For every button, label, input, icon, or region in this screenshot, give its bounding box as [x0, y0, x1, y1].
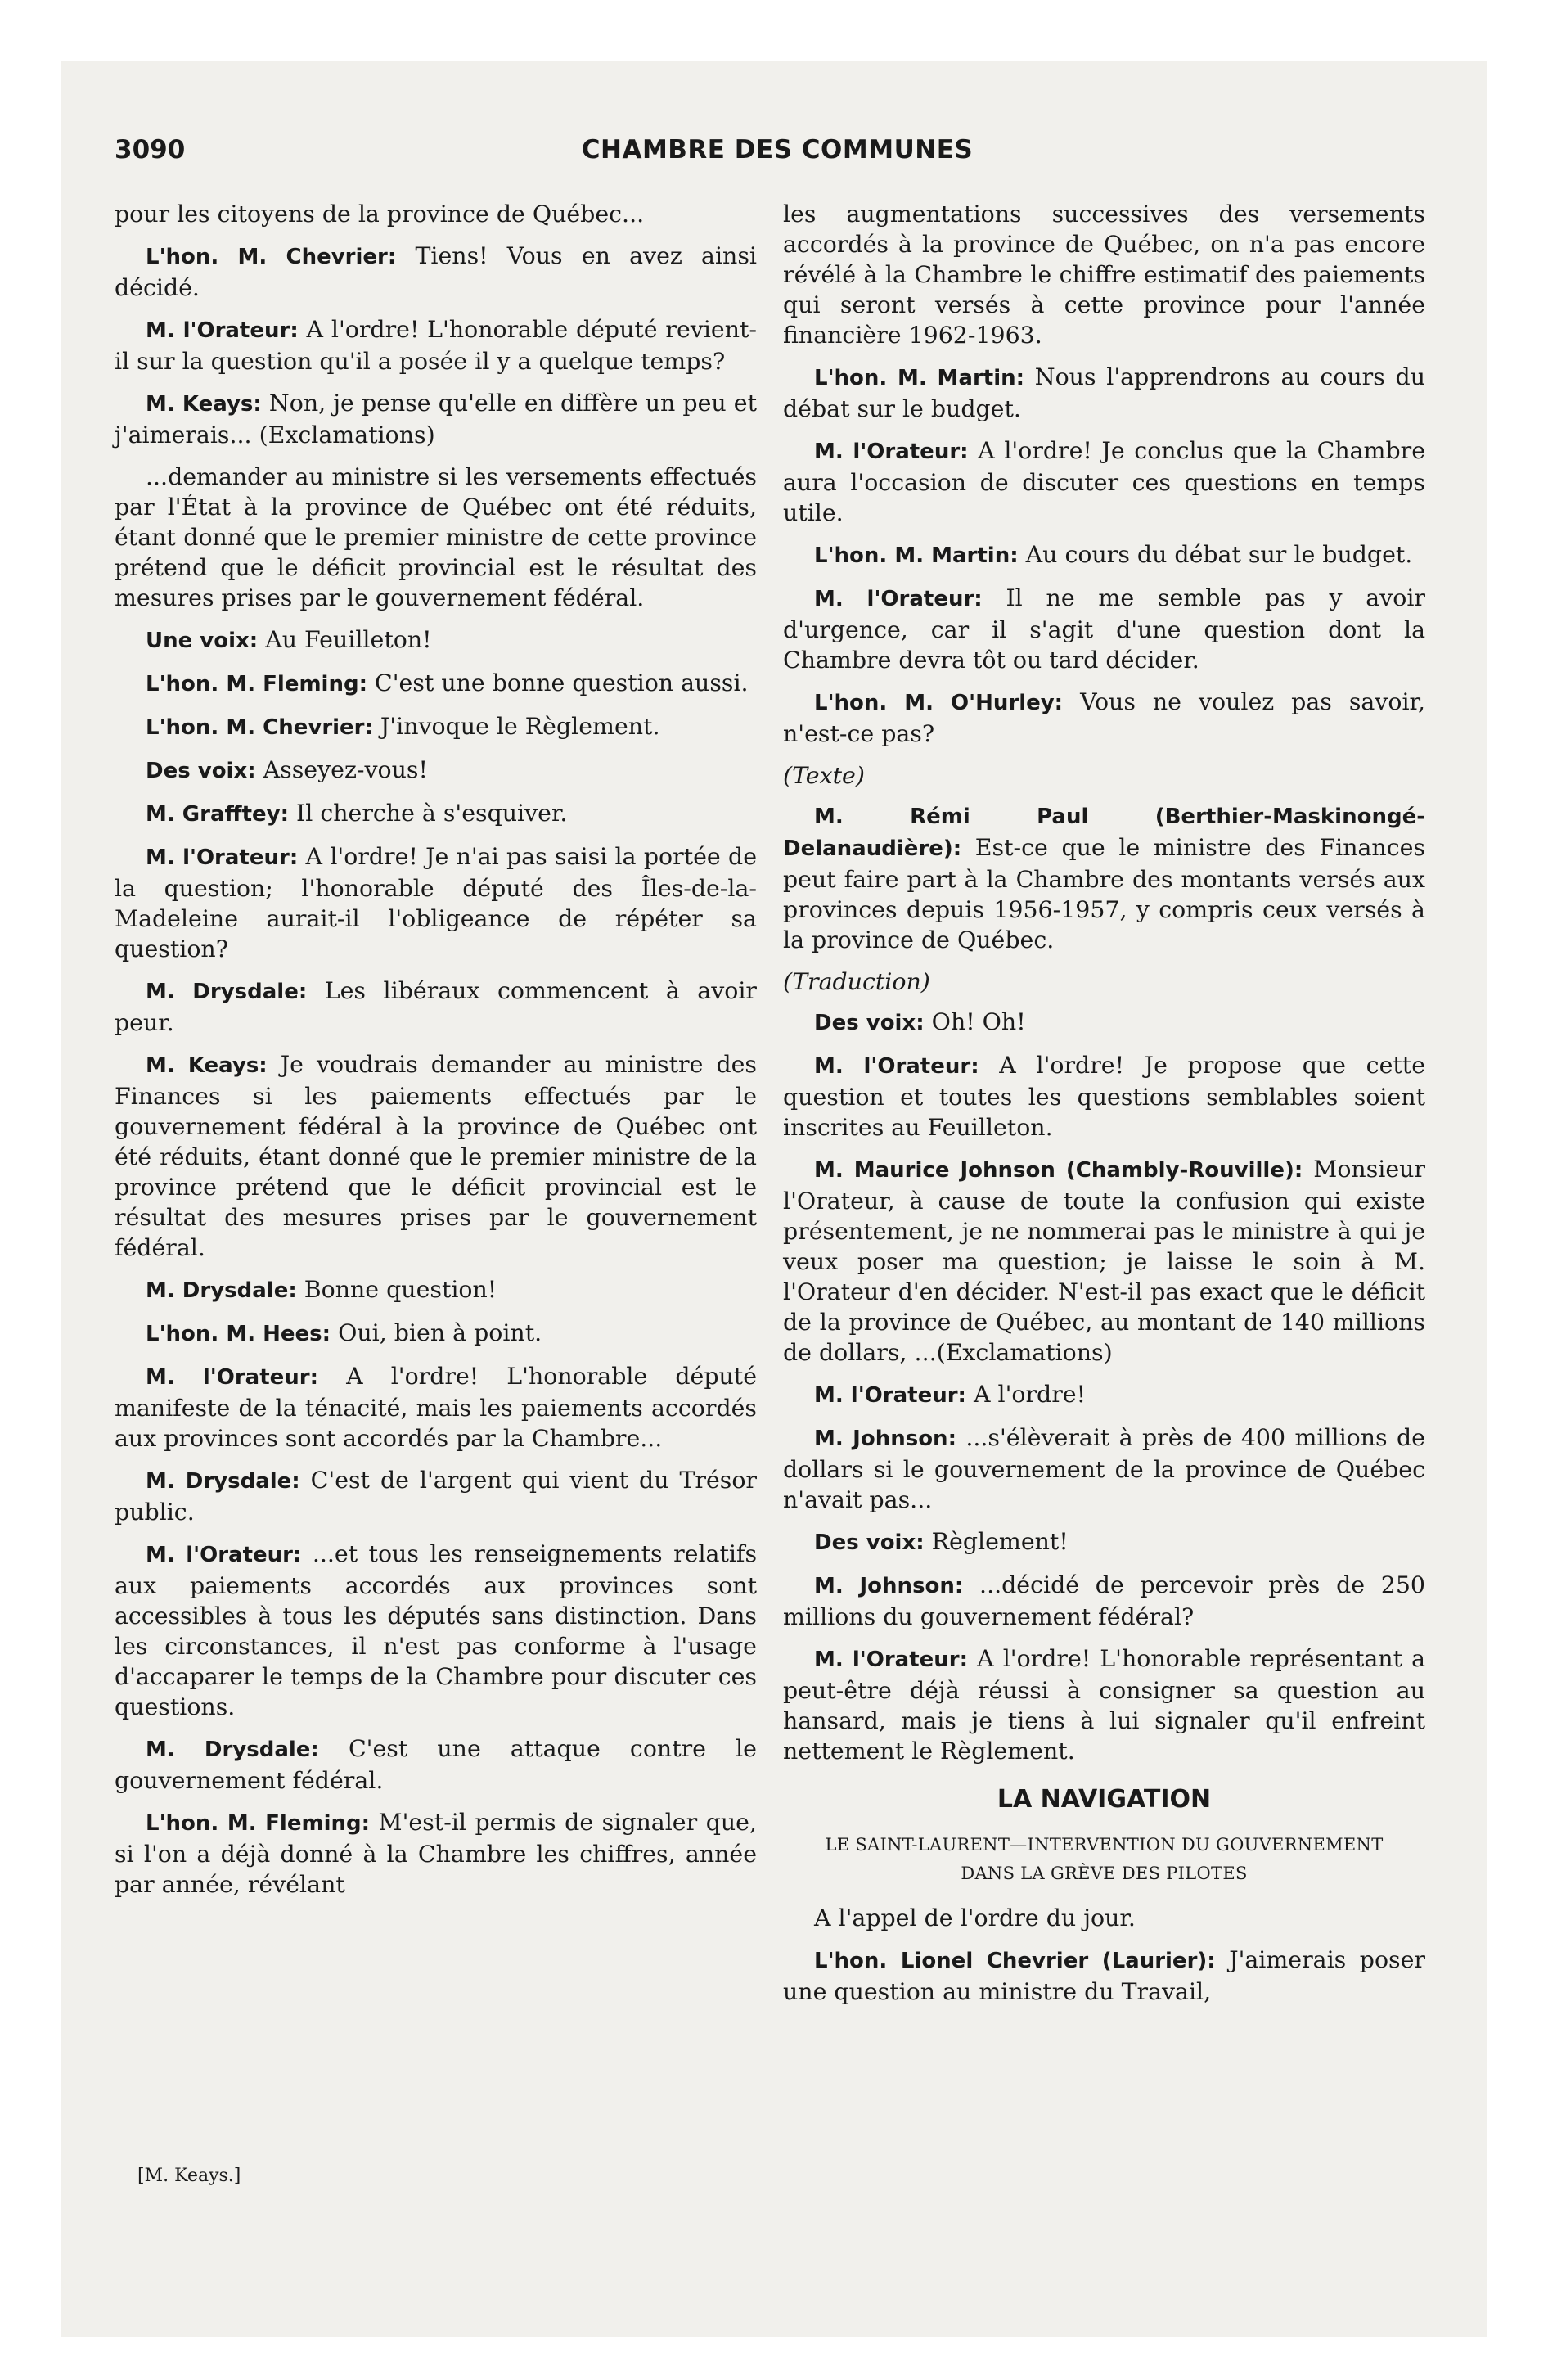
paragraph-text: Tiens! Vous en avez ainsi décidé. — [115, 242, 757, 301]
speaker-name: Des voix: — [814, 1011, 925, 1035]
language-marker-traduction: (Traduction) — [783, 968, 930, 995]
paragraph — [783, 1422, 1425, 1515]
right-column — [783, 199, 1425, 2018]
paragraph-text: Il ne me semble pas y avoir d'urgence, car il s'agit d'une question dont la Chambre devra tôt ou tard décider. — [783, 584, 1425, 674]
paragraph — [783, 362, 1425, 424]
speaker-name: M. Keays: — [146, 392, 262, 417]
speaker-name: M. l'Orateur: — [814, 1054, 979, 1079]
paragraph — [115, 1318, 757, 1350]
paragraph-text: Je voudrais demander au ministre des Finances si les paiements effectués par le gouvernement fédéral à la province de Québec ont été réduits, étant donné que le premier ministre de la province prétend que le déficit provincial est le résultat des mesures prises par le gouvernement fédéral. — [115, 1051, 757, 1261]
paragraph — [783, 539, 1425, 571]
paragraph-text: Monsieur l'Orateur, à cause de toute la confusion qui existe présentement, je ne nommerai pas le ministre à qui je veux poser ma question; je laisse le soin à M. l'Orateur d'en décider. N'est-il pas exact que le déficit de la province de Québec, au montant de 140 millions de dollars, ...(Exclamations) — [783, 1156, 1426, 1366]
paragraph-text: ...demander au ministre si les versements effectués par l'État à la province de Québec ont été réduits, étant donné que le premier ministre de cette province prétend que le déficit provincial est le résultat des mesures prises par le gouvernement fédéral. — [115, 463, 757, 611]
paragraph-text: Oui, bien à point. — [331, 1319, 542, 1346]
paragraph-text: pour les citoyens de la province de Québec... — [115, 201, 645, 228]
paragraph — [783, 1154, 1425, 1368]
paragraph-text: J'invoque le Règlement. — [372, 713, 660, 740]
page-number: 3090 — [115, 135, 186, 165]
paragraph-text: A l'ordre! L'honorable député manifeste de la ténacité, mais les paiements accordés aux provinces sont accordés par la Chambre... — [115, 1363, 758, 1452]
language-marker-texte: (Texte) — [783, 762, 865, 789]
paragraph-text: Bonne question! — [296, 1276, 497, 1303]
speaker-name: M. Drysdale: — [146, 980, 308, 1004]
paragraph — [783, 687, 1425, 749]
paragraph — [115, 976, 757, 1038]
page-header — [115, 135, 1440, 176]
paragraph — [783, 1050, 1425, 1143]
paragraph-text: A l'ordre! — [965, 1381, 1086, 1408]
paragraph — [115, 1539, 757, 1722]
speaker-name: L'hon. M. Fleming: — [146, 672, 367, 696]
paragraph — [783, 435, 1425, 528]
paragraph-text: Non, je pense qu'elle en diffère un peu et j'aimerais... (Exclamations) — [115, 390, 757, 449]
speaker-name: M. Johnson: — [814, 1427, 956, 1451]
paragraph — [115, 624, 757, 656]
paragraph-text: A l'appel de l'ordre du jour. — [814, 1904, 1136, 1931]
speaker-name: M. l'Orateur: — [814, 1383, 966, 1408]
speaker-name: M. Keays: — [146, 1053, 268, 1078]
paragraph-text: A l'ordre! L'honorable député revient-il sur la question qu'il a posée il y a quelque temps? — [115, 316, 758, 375]
paragraph-text: Est-ce que le ministre des Finances peut faire part à la Chambre des montants versés aux provinces depuis 1956-1957, y compris ceux versés à la province de Québec. — [783, 834, 1425, 953]
paragraph — [783, 1643, 1425, 1766]
speaker-name: M. Maurice Johnson (Chambly-Rouville): — [814, 1158, 1303, 1183]
paragraph-text: Il cherche à s'esquiver. — [288, 800, 568, 827]
paragraph-text: A l'ordre! L'honorable représentant a peut-être déjà réussi à consigner sa question au hansard, mais je tiens à lui signaler qu'il enfreint nettement le Règlement. — [783, 1645, 1425, 1765]
paragraph-text: A l'ordre! Je n'ai pas saisi la portée de la question; l'honorable député des Îles-de-la-Madeleine aurait-il l'obligeance de répéter sa question? — [115, 843, 757, 962]
paragraph-text: Règlement! — [924, 1528, 1069, 1555]
speaker-name: M. l'Orateur: — [814, 439, 969, 464]
right-column-block-a — [783, 199, 1425, 749]
paragraph — [115, 798, 757, 830]
paragraph — [783, 1903, 1425, 1933]
speaker-name: M. l'Orateur: — [814, 1648, 969, 1672]
speaker-name: M. Drysdale: — [146, 1738, 319, 1762]
paragraph — [115, 1465, 757, 1527]
speaker-name: M. l'Orateur: — [146, 845, 299, 870]
speaker-name: Une voix: — [146, 629, 259, 653]
speaker-name: M. l'Orateur: — [814, 587, 983, 611]
speaker-name: M. Drysdale: — [146, 1469, 300, 1494]
paragraph — [115, 241, 757, 303]
paragraph-text: Vous ne voulez pas savoir, n'est-ce pas? — [783, 688, 1425, 747]
right-column-block-d — [783, 1903, 1425, 2007]
right-column-block-b — [783, 800, 1425, 955]
paragraph — [115, 755, 757, 787]
footer-speaker-note: [M. Keays.] — [137, 2166, 241, 2186]
left-column — [115, 199, 757, 1911]
right-column-block-c — [783, 1007, 1425, 1766]
paragraph-text: Les libéraux commencent à avoir peur. — [115, 977, 758, 1036]
paragraph — [783, 1570, 1425, 1632]
speaker-name: M. Rémi Paul (Berthier-Maskinongé-Delanaudière): — [783, 805, 1425, 861]
paragraph-text: A l'ordre! Je propose que cette question et toutes les questions semblables soient inscrites au Feuilleton. — [783, 1052, 1425, 1141]
paragraph — [783, 1007, 1425, 1039]
paragraph-text: les augmentations successives des versements accordés à la province de Québec, on n'a pas encore révélé à la Chambre le chiffre estimatif des paiements qui seront versés à cette province pour l'année financière 1962-1963. — [783, 201, 1425, 349]
paragraph-text: Asseyez-vous! — [255, 756, 428, 783]
speaker-name: M. Grafftey: — [146, 802, 289, 827]
speaker-name: M. l'Orateur: — [146, 318, 299, 343]
speaker-name: M. l'Orateur: — [146, 1365, 319, 1390]
paragraph-text: C'est une bonne question aussi. — [367, 669, 749, 696]
speaker-name: L'hon. M. Chevrier: — [146, 245, 397, 269]
paragraph-text: Oh! Oh! — [924, 1008, 1026, 1035]
paragraph — [115, 314, 757, 376]
section-subheading: LE SAINT-LAURENT—INTERVENTION DU GOUVERNEMENT DANS LA GRÈVE DES PILOTES — [825, 1835, 1384, 1883]
paragraph-text: ...et tous les renseignements relatifs aux paiements accordés aux provinces sont accessibles à tous les députés sans distinction. Dans les circonstances, il n'est pas conforme à l'usage d'accaparer le temps de la Chambre pour discuter ces questions. — [115, 1540, 758, 1720]
running-title: CHAMBRE DES COMMUNES — [581, 135, 974, 165]
speaker-name: M. l'Orateur: — [146, 1543, 302, 1567]
paragraph — [115, 668, 757, 700]
paragraph-text: Au cours du débat sur le budget. — [1018, 541, 1413, 568]
speaker-name: Des voix: — [146, 759, 256, 783]
paragraph — [783, 583, 1425, 675]
paragraph — [115, 199, 757, 229]
speaker-name: L'hon. M. O'Hurley: — [814, 691, 1064, 715]
paragraph — [783, 1379, 1425, 1411]
speaker-name: Des voix: — [814, 1530, 925, 1555]
paragraph-text: Au Feuilleton! — [258, 626, 432, 653]
paragraph — [115, 1361, 757, 1454]
paragraph — [783, 1526, 1425, 1558]
speaker-name: L'hon. M. Martin: — [814, 543, 1019, 568]
paragraph-text: C'est de l'argent qui vient du Trésor public. — [115, 1467, 757, 1526]
speaker-name: M. Drysdale: — [146, 1278, 297, 1303]
section-title: LA NAVIGATION — [997, 1785, 1212, 1814]
paragraph — [115, 1274, 757, 1306]
speaker-name: L'hon. M. Chevrier: — [146, 715, 373, 740]
speaker-name: M. Johnson: — [814, 1574, 964, 1598]
paragraph-text: ...s'élèverait à près de 400 millions de dollars si le gouvernement de la province de Québec n'avait pas... — [783, 1424, 1425, 1513]
paragraph — [115, 711, 757, 743]
paragraph — [783, 1945, 1425, 2007]
paragraph — [115, 462, 757, 613]
paragraph-text: A l'ordre! Je conclus que la Chambre aura l'occasion de discuter ces questions en temps utile. — [783, 437, 1425, 526]
paragraph-text: J'aimerais poser une question au ministre du Travail, — [783, 1946, 1425, 2005]
paragraph — [783, 199, 1425, 350]
paragraph — [115, 1807, 757, 1900]
paragraph — [115, 841, 757, 964]
paragraph — [783, 800, 1425, 955]
paragraph-text: ...décidé de percevoir près de 250 millions du gouvernement fédéral? — [783, 1571, 1425, 1630]
paragraph — [115, 1049, 757, 1263]
speaker-name: L'hon. M. Hees: — [146, 1322, 331, 1346]
paragraph-text: Nous l'apprendrons au cours du débat sur le budget. — [783, 363, 1425, 422]
speaker-name: L'hon. M. Fleming: — [146, 1811, 371, 1836]
paragraph-text: C'est une attaque contre le gouvernement fédéral. — [115, 1735, 757, 1794]
paragraph — [115, 1733, 757, 1796]
paragraph-text: M'est-il permis de signaler que, si l'on a déjà donné à la Chambre les chiffres, année par année, révélant — [115, 1809, 758, 1898]
speaker-name: L'hon. Lionel Chevrier (Laurier): — [814, 1949, 1216, 1973]
speaker-name: L'hon. M. Martin: — [814, 366, 1025, 390]
paragraph — [115, 388, 757, 450]
